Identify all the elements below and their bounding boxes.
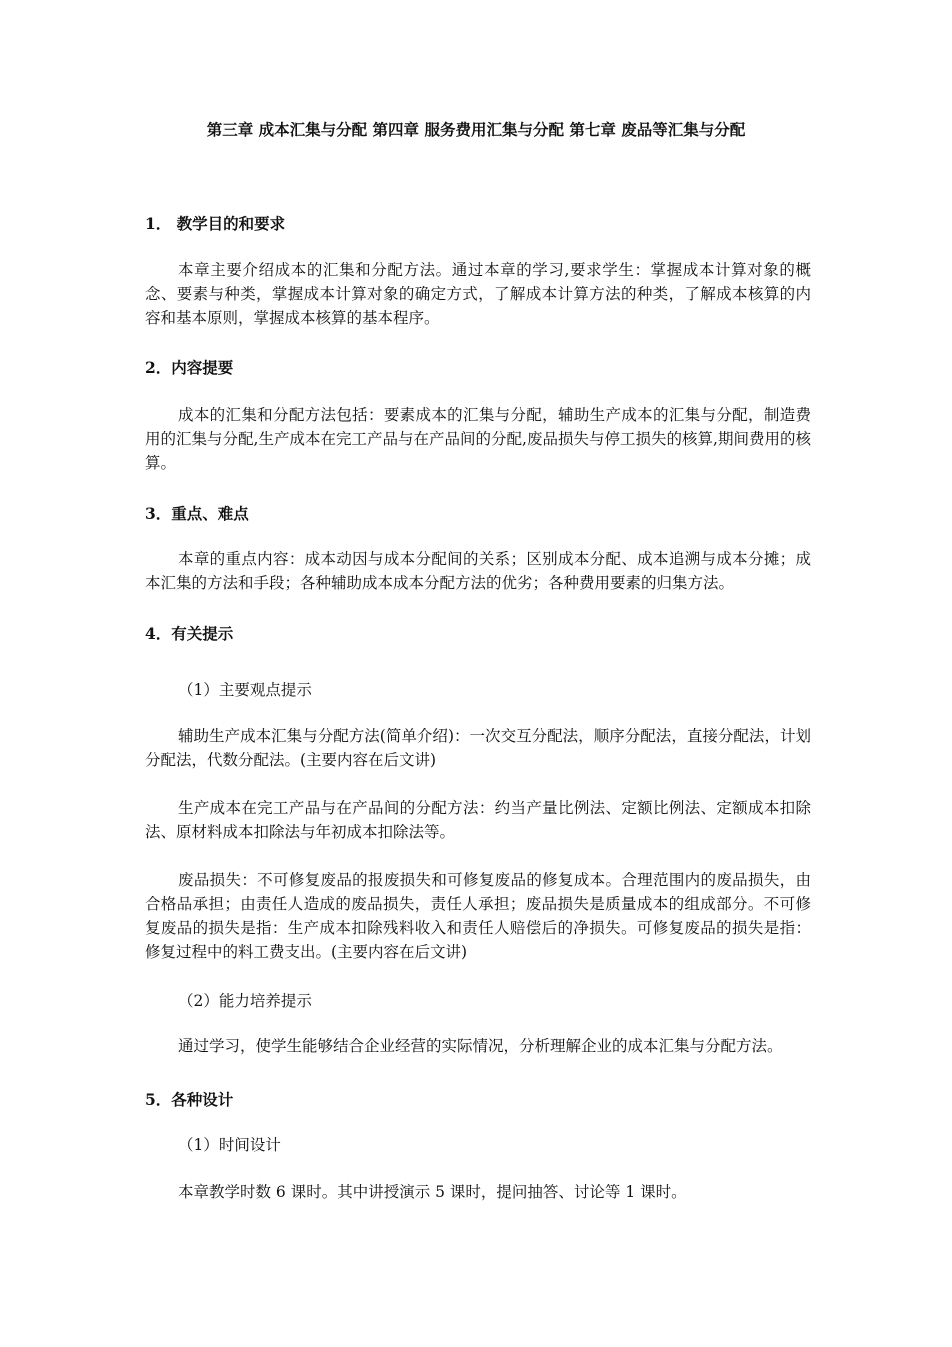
section-heading-5: 5．各种设计	[145, 1090, 234, 1109]
subsection-time-design: （1）时间设计	[178, 1136, 281, 1154]
document-title: 第三章 成本汇集与分配 第四章 服务费用汇集与分配 第七章 废品等汇集与分配	[206, 120, 746, 139]
section-1-paragraph: 本章主要介绍成本的汇集和分配方法。通过本章的学习,要求学生：掌握成本计算对象的概念、要素与种类，掌握成本计算对象的确定方式，了解成本计算方法的种类，了解成本核算的内容和基本原则，掌握成本核算的基本程序。	[145, 261, 811, 327]
section-heading-2: 2．内容提要	[145, 358, 234, 377]
section-heading-4: 4．有关提示	[145, 624, 234, 643]
section-heading-3: 3．重点、难点	[145, 504, 249, 523]
section-5-paragraph-1: 本章教学时数 6 课时。其中讲授演示 5 课时，提问抽答、讨论等 1 课时。	[178, 1183, 687, 1201]
section-4-paragraph-1: 辅助生产成本汇集与分配方法(简单介绍)：一次交互分配法，顺序分配法，直接分配法，计划分配法，代数分配法。(主要内容在后文讲)	[145, 727, 811, 769]
subsection-main-points: （1）主要观点提示	[178, 681, 312, 699]
section-heading-1: 1． 教学目的和要求	[145, 214, 286, 233]
section-4-paragraph-4: 通过学习，使学生能够结合企业经营的实际情况，分析理解企业的成本汇集与分配方法。	[178, 1037, 783, 1055]
section-4-paragraph-3: 废品损失：不可修复废品的报废损失和可修复废品的修复成本。合理范围内的废品损失，由合格品承担；由责任人造成的废品损失，责任人承担；废品损失是质量成本的组成部分。不可修复废品的损失是指：生产成本扣除残料收入和责任人赔偿后的净损失。可修复废品的损失是指：修复过程中的料工费支出。(主要内容在后文讲)	[145, 871, 811, 961]
section-2-paragraph: 成本的汇集和分配方法包括：要素成本的汇集与分配，辅助生产成本的汇集与分配，制造费用的汇集与分配,生产成本在完工产品与在产品间的分配,废品损失与停工损失的核算,期间费用的核算。	[145, 406, 811, 472]
section-3-paragraph: 本章的重点内容：成本动因与成本分配间的关系；区别成本分配、成本追溯与成本分摊；成本汇集的方法和手段；各种辅助成本成本分配方法的优劣；各种费用要素的归集方法。	[145, 550, 811, 592]
section-4-paragraph-2: 生产成本在完工产品与在产品间的分配方法：约当产量比例法、定额比例法、定额成本扣除法、原材料成本扣除法与年初成本扣除法等。	[145, 799, 811, 841]
subsection-ability-training: （2）能力培养提示	[178, 992, 312, 1010]
